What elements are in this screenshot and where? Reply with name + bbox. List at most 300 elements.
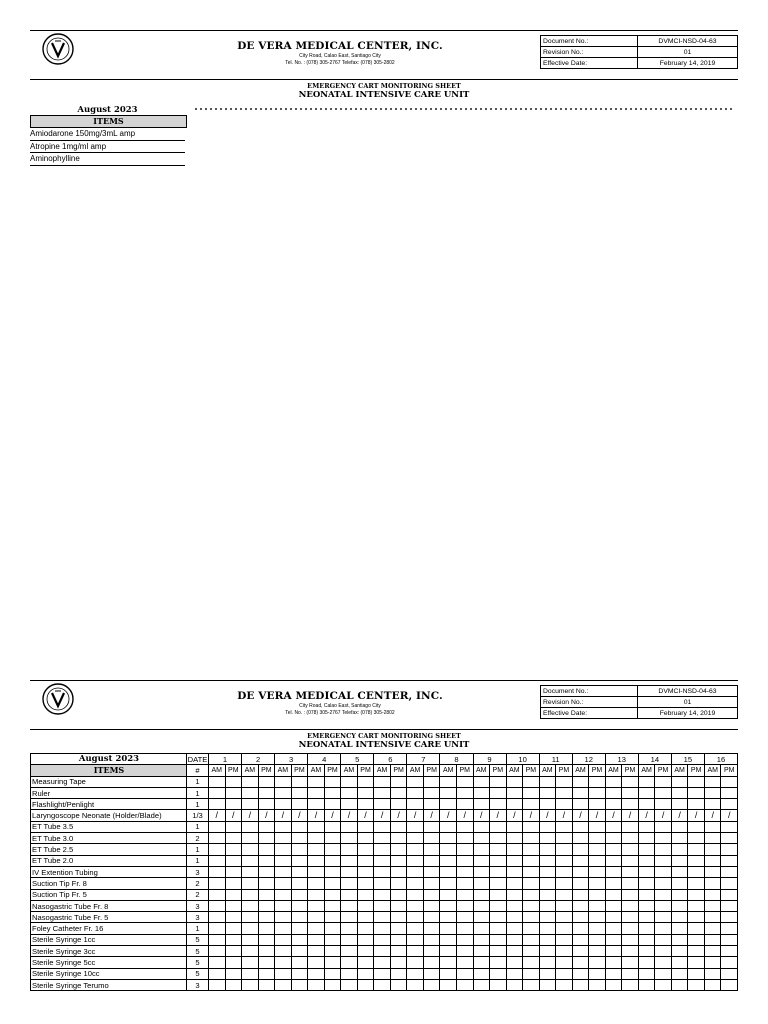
check-cell[interactable] [407, 844, 424, 855]
check-cell[interactable] [291, 844, 308, 855]
check-cell[interactable] [506, 799, 523, 810]
check-cell[interactable] [456, 844, 473, 855]
check-cell[interactable] [506, 821, 523, 832]
check-cell[interactable] [407, 889, 424, 900]
check-cell[interactable] [423, 787, 440, 798]
check-cell[interactable] [523, 878, 540, 889]
check-cell[interactable] [605, 889, 622, 900]
check-cell[interactable] [456, 799, 473, 810]
check-cell[interactable] [622, 855, 639, 866]
check-cell[interactable] [291, 855, 308, 866]
check-cell[interactable] [539, 968, 556, 979]
check-cell[interactable] [506, 855, 523, 866]
check-cell[interactable] [523, 934, 540, 945]
check-cell[interactable] [556, 776, 573, 787]
check-cell[interactable] [275, 787, 292, 798]
check-cell[interactable] [539, 934, 556, 945]
check-cell[interactable] [308, 934, 325, 945]
check-cell[interactable] [589, 979, 606, 990]
check-cell[interactable] [688, 844, 705, 855]
check-cell[interactable] [622, 979, 639, 990]
check-cell[interactable] [324, 855, 341, 866]
check-cell[interactable] [572, 968, 589, 979]
check-cell[interactable] [275, 889, 292, 900]
check-cell[interactable] [490, 968, 507, 979]
check-cell[interactable] [638, 957, 655, 968]
check-cell[interactable] [572, 979, 589, 990]
check-cell[interactable] [258, 912, 275, 923]
check-cell[interactable] [258, 979, 275, 990]
check-cell[interactable] [242, 957, 259, 968]
check-cell[interactable] [605, 776, 622, 787]
check-cell[interactable] [423, 946, 440, 957]
check-cell[interactable] [655, 878, 672, 889]
check-cell[interactable] [688, 833, 705, 844]
check-cell[interactable] [539, 866, 556, 877]
check-cell[interactable] [572, 776, 589, 787]
check-cell[interactable] [308, 900, 325, 911]
check-cell[interactable] [242, 855, 259, 866]
check-cell[interactable] [341, 821, 358, 832]
check-cell[interactable] [407, 912, 424, 923]
check-cell[interactable] [688, 855, 705, 866]
check-cell[interactable] [440, 889, 457, 900]
check-cell[interactable] [490, 957, 507, 968]
check-cell[interactable] [258, 799, 275, 810]
check-cell[interactable] [556, 934, 573, 945]
check-cell[interactable] [589, 821, 606, 832]
check-cell[interactable] [655, 889, 672, 900]
check-cell[interactable] [473, 900, 490, 911]
check-cell[interactable] [473, 855, 490, 866]
check-cell[interactable] [721, 833, 738, 844]
check-cell[interactable] [572, 946, 589, 957]
check-cell[interactable] [225, 889, 242, 900]
check-cell[interactable] [638, 787, 655, 798]
check-cell[interactable] [242, 776, 259, 787]
check-cell[interactable] [539, 979, 556, 990]
check-cell[interactable] [209, 866, 226, 877]
check-cell[interactable] [704, 821, 721, 832]
check-cell[interactable] [390, 866, 407, 877]
check-cell[interactable] [341, 787, 358, 798]
check-cell[interactable] [721, 968, 738, 979]
check-cell[interactable] [324, 979, 341, 990]
check-cell[interactable] [721, 934, 738, 945]
check-cell[interactable] [258, 968, 275, 979]
check-cell[interactable] [374, 979, 391, 990]
check-cell[interactable] [357, 833, 374, 844]
check-cell[interactable] [655, 833, 672, 844]
check-cell[interactable] [572, 787, 589, 798]
check-cell[interactable] [622, 844, 639, 855]
check-cell[interactable] [291, 900, 308, 911]
check-cell[interactable] [721, 878, 738, 889]
check-cell[interactable] [704, 968, 721, 979]
check-cell[interactable] [473, 810, 490, 821]
check-cell[interactable] [506, 833, 523, 844]
check-cell[interactable] [242, 923, 259, 934]
check-cell[interactable] [308, 923, 325, 934]
check-cell[interactable] [225, 821, 242, 832]
check-cell[interactable] [258, 776, 275, 787]
check-cell[interactable] [291, 810, 308, 821]
check-cell[interactable] [456, 787, 473, 798]
check-cell[interactable] [539, 833, 556, 844]
check-cell[interactable] [357, 866, 374, 877]
check-cell[interactable] [506, 844, 523, 855]
check-cell[interactable] [258, 900, 275, 911]
check-cell[interactable] [688, 821, 705, 832]
check-cell[interactable] [589, 889, 606, 900]
check-cell[interactable] [209, 979, 226, 990]
check-cell[interactable] [589, 776, 606, 787]
check-cell[interactable] [341, 968, 358, 979]
check-cell[interactable] [506, 912, 523, 923]
check-cell[interactable] [490, 866, 507, 877]
check-cell[interactable] [407, 776, 424, 787]
check-cell[interactable] [589, 934, 606, 945]
check-cell[interactable] [258, 889, 275, 900]
check-cell[interactable] [341, 799, 358, 810]
check-cell[interactable] [721, 889, 738, 900]
check-cell[interactable] [539, 855, 556, 866]
check-cell[interactable] [423, 878, 440, 889]
check-cell[interactable] [655, 968, 672, 979]
check-cell[interactable] [688, 912, 705, 923]
check-cell[interactable] [291, 912, 308, 923]
check-cell[interactable] [490, 799, 507, 810]
check-cell[interactable] [506, 776, 523, 787]
check-cell[interactable] [638, 979, 655, 990]
check-cell[interactable] [539, 878, 556, 889]
check-cell[interactable] [523, 866, 540, 877]
check-cell[interactable] [341, 776, 358, 787]
check-cell[interactable] [291, 833, 308, 844]
check-cell[interactable] [605, 979, 622, 990]
check-cell[interactable] [440, 844, 457, 855]
check-cell[interactable] [258, 855, 275, 866]
check-cell[interactable] [324, 776, 341, 787]
check-cell[interactable] [622, 787, 639, 798]
check-cell[interactable] [589, 799, 606, 810]
check-cell[interactable] [473, 821, 490, 832]
check-cell[interactable] [456, 979, 473, 990]
check-cell[interactable] [357, 844, 374, 855]
check-cell[interactable] [671, 866, 688, 877]
check-cell[interactable] [490, 833, 507, 844]
check-cell[interactable] [275, 934, 292, 945]
check-cell[interactable] [209, 934, 226, 945]
check-cell[interactable] [456, 923, 473, 934]
check-cell[interactable] [390, 889, 407, 900]
check-cell[interactable] [688, 968, 705, 979]
check-cell[interactable] [556, 799, 573, 810]
check-cell[interactable] [440, 957, 457, 968]
check-cell[interactable] [589, 900, 606, 911]
check-cell[interactable] [671, 889, 688, 900]
check-cell[interactable] [556, 923, 573, 934]
check-cell[interactable] [374, 889, 391, 900]
check-cell[interactable] [638, 821, 655, 832]
check-cell[interactable] [556, 900, 573, 911]
check-cell[interactable] [490, 934, 507, 945]
check-cell[interactable] [440, 946, 457, 957]
check-cell[interactable] [456, 946, 473, 957]
check-cell[interactable] [490, 821, 507, 832]
check-cell[interactable] [572, 878, 589, 889]
check-cell[interactable] [655, 844, 672, 855]
check-cell[interactable] [473, 787, 490, 798]
check-cell[interactable] [605, 855, 622, 866]
check-cell[interactable] [473, 923, 490, 934]
check-cell[interactable] [671, 979, 688, 990]
check-cell[interactable] [638, 912, 655, 923]
check-cell[interactable] [407, 821, 424, 832]
check-cell[interactable] [605, 787, 622, 798]
check-cell[interactable] [638, 855, 655, 866]
check-cell[interactable] [275, 799, 292, 810]
check-cell[interactable] [622, 900, 639, 911]
check-cell[interactable] [456, 866, 473, 877]
check-cell[interactable] [638, 833, 655, 844]
check-cell[interactable] [622, 889, 639, 900]
check-cell[interactable] [704, 912, 721, 923]
check-cell[interactable] [456, 878, 473, 889]
check-cell[interactable] [688, 787, 705, 798]
check-cell[interactable] [225, 878, 242, 889]
check-cell[interactable] [704, 934, 721, 945]
check-cell[interactable] [721, 855, 738, 866]
check-cell[interactable] [704, 799, 721, 810]
check-cell[interactable] [357, 799, 374, 810]
check-cell[interactable] [440, 923, 457, 934]
check-cell[interactable] [258, 946, 275, 957]
check-cell[interactable] [605, 934, 622, 945]
check-cell[interactable] [209, 889, 226, 900]
check-cell[interactable] [704, 855, 721, 866]
check-cell[interactable] [473, 844, 490, 855]
check-cell[interactable] [523, 821, 540, 832]
check-cell[interactable] [655, 900, 672, 911]
check-cell[interactable] [671, 957, 688, 968]
check-cell[interactable] [242, 979, 259, 990]
check-cell[interactable] [275, 855, 292, 866]
check-cell[interactable] [655, 866, 672, 877]
check-cell[interactable] [341, 889, 358, 900]
check-cell[interactable] [704, 979, 721, 990]
check-cell[interactable] [704, 833, 721, 844]
check-cell[interactable] [357, 957, 374, 968]
check-cell[interactable] [423, 833, 440, 844]
check-cell[interactable] [671, 776, 688, 787]
check-cell[interactable] [209, 946, 226, 957]
check-cell[interactable] [324, 821, 341, 832]
check-cell[interactable] [688, 810, 705, 821]
check-cell[interactable] [242, 821, 259, 832]
check-cell[interactable] [622, 866, 639, 877]
check-cell[interactable] [242, 833, 259, 844]
check-cell[interactable] [688, 776, 705, 787]
check-cell[interactable] [374, 866, 391, 877]
check-cell[interactable] [275, 844, 292, 855]
check-cell[interactable] [490, 979, 507, 990]
check-cell[interactable] [374, 912, 391, 923]
check-cell[interactable] [374, 878, 391, 889]
check-cell[interactable] [374, 946, 391, 957]
check-cell[interactable] [440, 776, 457, 787]
check-cell[interactable] [440, 821, 457, 832]
check-cell[interactable] [291, 878, 308, 889]
check-cell[interactable] [671, 923, 688, 934]
check-cell[interactable] [456, 934, 473, 945]
check-cell[interactable] [324, 866, 341, 877]
check-cell[interactable] [655, 787, 672, 798]
check-cell[interactable] [209, 968, 226, 979]
check-cell[interactable] [324, 787, 341, 798]
check-cell[interactable] [225, 923, 242, 934]
check-cell[interactable] [523, 833, 540, 844]
check-cell[interactable] [423, 979, 440, 990]
check-cell[interactable] [523, 900, 540, 911]
check-cell[interactable] [572, 833, 589, 844]
check-cell[interactable] [357, 979, 374, 990]
check-cell[interactable] [473, 866, 490, 877]
check-cell[interactable] [390, 900, 407, 911]
check-cell[interactable] [440, 900, 457, 911]
check-cell[interactable] [390, 979, 407, 990]
check-cell[interactable] [209, 957, 226, 968]
check-cell[interactable] [589, 810, 606, 821]
check-cell[interactable] [572, 844, 589, 855]
check-cell[interactable] [258, 787, 275, 798]
check-cell[interactable] [638, 934, 655, 945]
check-cell[interactable] [688, 799, 705, 810]
check-cell[interactable] [638, 866, 655, 877]
check-cell[interactable] [605, 799, 622, 810]
check-cell[interactable] [622, 799, 639, 810]
check-cell[interactable] [655, 821, 672, 832]
check-cell[interactable] [539, 912, 556, 923]
check-cell[interactable] [357, 810, 374, 821]
check-cell[interactable] [622, 934, 639, 945]
check-cell[interactable] [440, 810, 457, 821]
check-cell[interactable] [440, 855, 457, 866]
check-cell[interactable] [671, 833, 688, 844]
check-cell[interactable] [523, 776, 540, 787]
check-cell[interactable] [523, 912, 540, 923]
check-cell[interactable] [357, 821, 374, 832]
check-cell[interactable] [671, 878, 688, 889]
check-cell[interactable] [324, 900, 341, 911]
check-cell[interactable] [341, 900, 358, 911]
check-cell[interactable] [225, 979, 242, 990]
check-cell[interactable] [622, 957, 639, 968]
check-cell[interactable] [407, 934, 424, 945]
check-cell[interactable] [523, 889, 540, 900]
check-cell[interactable] [589, 855, 606, 866]
check-cell[interactable] [721, 957, 738, 968]
check-cell[interactable] [374, 787, 391, 798]
check-cell[interactable] [440, 787, 457, 798]
check-cell[interactable] [490, 900, 507, 911]
check-cell[interactable] [225, 855, 242, 866]
check-cell[interactable] [374, 968, 391, 979]
check-cell[interactable] [390, 787, 407, 798]
check-cell[interactable] [423, 957, 440, 968]
check-cell[interactable] [655, 799, 672, 810]
check-cell[interactable] [275, 968, 292, 979]
check-cell[interactable] [655, 934, 672, 945]
check-cell[interactable] [341, 878, 358, 889]
check-cell[interactable] [688, 934, 705, 945]
check-cell[interactable] [308, 866, 325, 877]
check-cell[interactable] [308, 799, 325, 810]
check-cell[interactable] [638, 799, 655, 810]
check-cell[interactable] [291, 787, 308, 798]
check-cell[interactable] [655, 957, 672, 968]
check-cell[interactable] [308, 844, 325, 855]
check-cell[interactable] [390, 912, 407, 923]
check-cell[interactable] [638, 900, 655, 911]
check-cell[interactable] [390, 855, 407, 866]
check-cell[interactable] [440, 799, 457, 810]
check-cell[interactable] [324, 878, 341, 889]
check-cell[interactable] [638, 878, 655, 889]
check-cell[interactable] [589, 787, 606, 798]
check-cell[interactable] [407, 900, 424, 911]
check-cell[interactable] [440, 833, 457, 844]
check-cell[interactable] [225, 787, 242, 798]
check-cell[interactable] [341, 866, 358, 877]
check-cell[interactable] [423, 889, 440, 900]
check-cell[interactable] [341, 934, 358, 945]
check-cell[interactable] [490, 912, 507, 923]
check-cell[interactable] [390, 821, 407, 832]
check-cell[interactable] [456, 776, 473, 787]
check-cell[interactable] [374, 844, 391, 855]
check-cell[interactable] [688, 878, 705, 889]
check-cell[interactable] [456, 912, 473, 923]
check-cell[interactable] [374, 776, 391, 787]
check-cell[interactable] [572, 912, 589, 923]
check-cell[interactable] [407, 979, 424, 990]
check-cell[interactable] [671, 821, 688, 832]
check-cell[interactable] [440, 934, 457, 945]
check-cell[interactable] [473, 968, 490, 979]
check-cell[interactable] [622, 968, 639, 979]
check-cell[interactable] [407, 968, 424, 979]
check-cell[interactable] [721, 844, 738, 855]
check-cell[interactable] [341, 923, 358, 934]
check-cell[interactable] [440, 968, 457, 979]
check-cell[interactable] [622, 923, 639, 934]
check-cell[interactable] [242, 946, 259, 957]
check-cell[interactable] [622, 810, 639, 821]
check-cell[interactable] [506, 900, 523, 911]
check-cell[interactable] [523, 946, 540, 957]
check-cell[interactable] [506, 787, 523, 798]
check-cell[interactable] [556, 821, 573, 832]
check-cell[interactable] [572, 855, 589, 866]
check-cell[interactable] [589, 844, 606, 855]
check-cell[interactable] [209, 878, 226, 889]
check-cell[interactable] [671, 900, 688, 911]
check-cell[interactable] [456, 900, 473, 911]
check-cell[interactable] [589, 923, 606, 934]
check-cell[interactable] [721, 866, 738, 877]
check-cell[interactable] [308, 787, 325, 798]
